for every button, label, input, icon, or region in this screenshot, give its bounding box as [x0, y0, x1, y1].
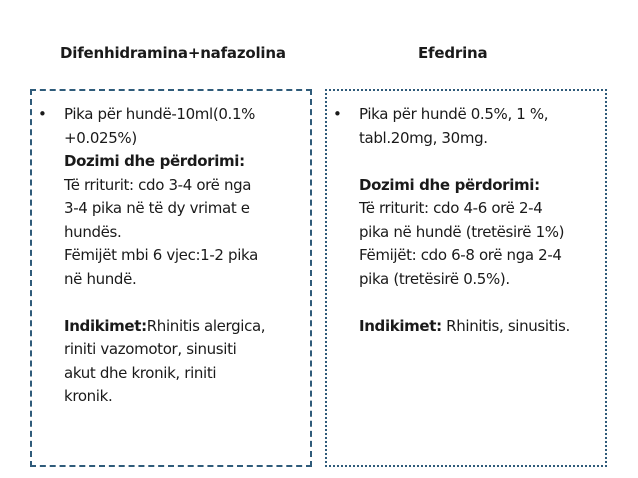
right-dose-heading: Dozimi dhe përdorimi: [359, 175, 540, 194]
bullet-icon: • [333, 105, 342, 123]
right-adult-line-2: pika në hundë (tretësirë 1%) [359, 222, 565, 241]
left-indications-line-3: akut dhe kronik, riniti [64, 363, 217, 382]
right-column-title: Efedrina [418, 44, 488, 62]
left-indications-text: Rhinitis alergica, [146, 316, 266, 335]
left-adult-line-2: 3-4 pika në të dy vrimat e [64, 199, 250, 217]
spacer [359, 150, 599, 174]
right-child-line-2: pika (tretësirë 0.5%). [359, 269, 510, 288]
left-column-title: Difenhidramina+nafazolina [60, 44, 286, 62]
left-form-line-2: +0.025%) [64, 128, 137, 147]
left-form-line-1: Pika për hundë-10ml(0.1% [64, 105, 256, 123]
left-adult-line-1: Të rriturit: cdo 3-4 orë nga [64, 175, 252, 194]
left-indications-line-4: kronik. [64, 387, 113, 405]
left-indications-label: Indikimet: [64, 316, 147, 335]
left-child-line-2: në hundë. [64, 269, 137, 288]
right-info-box [325, 89, 607, 467]
left-child-line-1: Fëmijët mbi 6 vjec:1-2 pika [64, 246, 258, 264]
right-adult-line-1: Të rriturit: cdo 4-6 orë 2-4 [359, 199, 543, 217]
left-dose-heading: Dozimi dhe përdorimi: [64, 152, 245, 170]
spacer [64, 291, 304, 315]
right-list-item [333, 103, 599, 338]
right-indications-label: Indikimet: [359, 316, 442, 335]
left-adult-line-3: hundës. [64, 222, 122, 241]
left-list-item [38, 103, 304, 409]
spacer [359, 291, 599, 315]
left-indications-line-2: riniti vazomotor, sinusiti [64, 340, 237, 358]
right-form-line-2: tabl.20mg, 30mg. [359, 128, 488, 147]
right-form-line-1: Pika për hundë 0.5%, 1 %, [359, 105, 549, 123]
left-indications-line-1 [64, 315, 304, 339]
right-child-line-1: Fëmijët: cdo 6-8 orë nga 2-4 [359, 246, 562, 264]
left-info-box [30, 89, 312, 467]
bullet-icon: • [38, 105, 47, 123]
right-indications-text: Rhinitis, sinusitis. [441, 316, 570, 335]
right-indications-line [359, 315, 599, 339]
